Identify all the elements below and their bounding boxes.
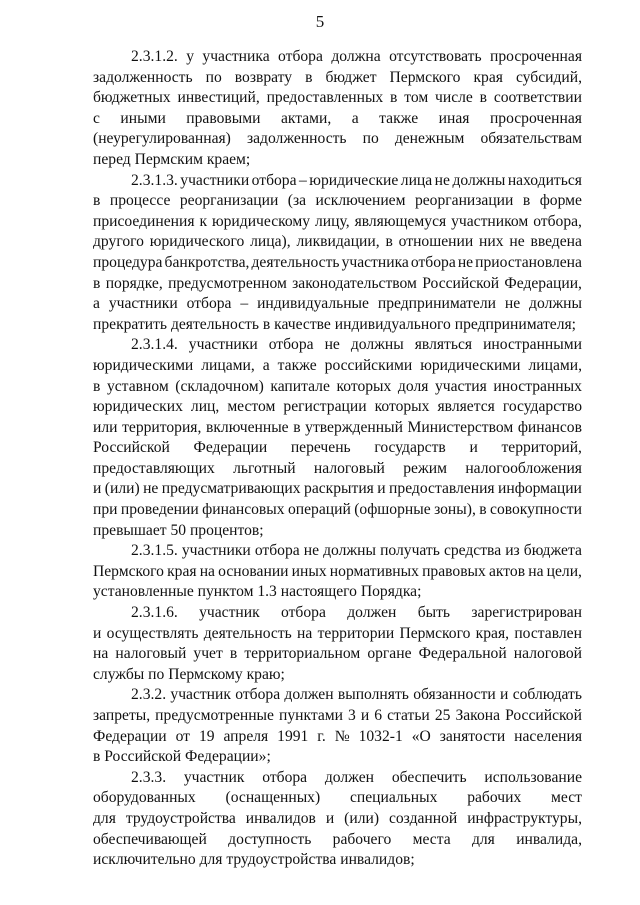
word: предоставленных <box>266 89 384 107</box>
word: на <box>199 562 215 580</box>
word: созданной <box>388 809 458 827</box>
word: лицами, <box>201 356 255 374</box>
word: отбора <box>268 336 314 354</box>
word: и <box>469 439 478 457</box>
word: участники <box>188 336 258 354</box>
word: 2.3.1.3. <box>131 171 178 189</box>
word: должен <box>284 686 334 704</box>
word: цели, <box>546 562 582 580</box>
text-line: прекратить деятельность в качестве индивидуального предпринимателя; <box>93 315 577 333</box>
word: иностранными <box>483 336 582 354</box>
paragraph-p-2-3-1-6 <box>93 603 582 685</box>
text-line <box>93 830 582 851</box>
text-line <box>93 232 582 253</box>
word: лицами, <box>528 356 582 374</box>
word: (офшорные <box>354 501 431 519</box>
word: (или) <box>104 480 140 498</box>
word: участника <box>341 253 409 271</box>
word: рабочего <box>332 830 392 848</box>
word: находиться <box>507 171 582 189</box>
word: 2.3.1.2. <box>131 48 178 65</box>
text-line <box>93 438 582 459</box>
word: регистрации <box>283 398 367 416</box>
text-line <box>93 541 582 562</box>
word: отбора, <box>533 212 582 230</box>
word: (складочном) <box>175 377 264 395</box>
word: доля <box>397 377 429 395</box>
word: которых <box>374 398 430 416</box>
word: места <box>412 830 451 848</box>
word: края <box>167 562 197 580</box>
word: актов <box>489 562 526 580</box>
word: задолженность <box>93 68 193 86</box>
word: утвержденный <box>305 418 403 436</box>
word: получать <box>380 542 440 560</box>
word: не <box>457 253 474 271</box>
word: отбора <box>262 768 308 786</box>
word: отбора <box>186 295 232 313</box>
word: – <box>299 171 307 189</box>
text-line <box>93 500 582 521</box>
word: участником <box>451 212 529 230</box>
word: лицу, <box>315 212 350 230</box>
word: и <box>93 480 102 498</box>
word: в <box>479 89 488 107</box>
word: Федерации <box>193 439 268 457</box>
word: 1991 <box>277 727 309 745</box>
word: а <box>351 109 359 127</box>
word: не <box>303 542 320 560</box>
word: должны <box>529 295 582 313</box>
word: участники <box>181 542 251 560</box>
word: предоставления <box>389 480 495 498</box>
word: занятости <box>439 727 506 745</box>
text-line <box>93 562 582 583</box>
word: налоговый <box>115 645 187 663</box>
word: процедура <box>93 253 163 271</box>
word: предусмотренные <box>155 707 274 724</box>
word: юридическими <box>420 356 521 374</box>
word: иная <box>438 109 470 127</box>
word: Федеральной <box>418 645 507 663</box>
word: или <box>93 418 118 436</box>
word: приостановлена <box>475 253 582 271</box>
text-line: перед Пермским краем; <box>93 150 251 168</box>
word: 25 <box>434 707 451 724</box>
word: 3 <box>348 707 356 724</box>
word: выполнять <box>337 686 409 704</box>
word: Пермского <box>93 562 164 580</box>
word: соответствии <box>493 89 582 107</box>
word: являться <box>414 336 473 354</box>
word: обеспечить <box>391 768 467 786</box>
word: государство <box>502 398 582 416</box>
word: правовых <box>422 562 486 580</box>
word: участника <box>202 48 270 65</box>
word: субсидий, <box>515 68 582 86</box>
word: также <box>277 356 317 374</box>
word: включенные <box>205 418 289 436</box>
word: лица <box>400 171 433 189</box>
word: присоединения <box>93 212 195 230</box>
word: (или) <box>344 809 380 827</box>
word: должен <box>347 604 397 622</box>
paragraph-p-2-3-3 <box>93 768 582 871</box>
word: населения <box>514 727 582 745</box>
word: и <box>360 707 370 724</box>
word: числе <box>435 89 473 107</box>
word: 6 <box>374 707 383 724</box>
word: 2.3.1.6. <box>131 604 178 622</box>
word: Российской <box>93 439 170 457</box>
word: края, <box>475 624 510 642</box>
text-line <box>93 47 582 68</box>
word: по <box>205 68 222 86</box>
word: не <box>504 295 521 313</box>
paragraph-p-2-3-2 <box>93 685 582 767</box>
paragraph-p-2-3-1-4 <box>93 335 582 541</box>
word: на <box>93 645 109 663</box>
word: органе <box>367 645 412 663</box>
word: оборудованных <box>93 789 196 807</box>
word: на <box>297 624 313 642</box>
word: финансовых <box>202 501 285 519</box>
word: для <box>93 809 116 827</box>
word: пунктами <box>278 707 343 724</box>
word: соблюдать <box>512 686 582 704</box>
text-line <box>93 88 582 109</box>
word: отношении <box>398 233 474 251</box>
word: не <box>509 233 525 251</box>
text-line: службы по Пермскому краю; <box>93 665 285 683</box>
text-line: превышает 50 процентов; <box>93 521 264 539</box>
word: – <box>240 295 249 313</box>
word: раскрытия <box>304 480 374 498</box>
text-line: установленные пунктом 1.3 настоящего Порядка; <box>93 583 422 601</box>
text-line <box>93 191 582 212</box>
word: зарегистрирован <box>471 604 582 622</box>
word: по <box>362 130 379 148</box>
word: совокупности <box>490 501 582 519</box>
text-line <box>93 253 582 274</box>
word: должна <box>331 48 381 65</box>
word: инвалида, <box>516 830 582 848</box>
word: юридические <box>309 171 399 189</box>
text-line <box>93 335 582 356</box>
word: статьи <box>387 707 430 724</box>
word: государств <box>374 439 446 457</box>
word: (неурегулированная) <box>93 130 231 148</box>
word: режим <box>403 459 447 477</box>
word: другого <box>93 233 144 251</box>
text-line <box>93 109 582 130</box>
word: с <box>93 109 100 127</box>
document-body <box>93 47 582 871</box>
text-line <box>93 294 582 315</box>
word: актами, <box>280 109 332 127</box>
word: банкротства, <box>164 253 250 271</box>
word: 2.3.3. <box>131 768 167 786</box>
word: участник <box>170 686 231 704</box>
word: обязательствам <box>480 130 582 148</box>
text-line <box>93 212 582 233</box>
text-line <box>93 727 582 748</box>
word: юридических <box>93 398 183 416</box>
word: учет <box>193 645 223 663</box>
word: не <box>434 171 450 189</box>
word: предприниматели <box>377 295 496 313</box>
word: участники <box>108 295 178 313</box>
word: осуществлять <box>106 624 199 642</box>
word: возврату <box>234 68 293 86</box>
word: трудоустройства <box>125 809 236 827</box>
text-line <box>93 624 582 645</box>
word: процессе <box>109 192 171 210</box>
word: при <box>93 501 118 519</box>
word: просроченная <box>489 109 582 127</box>
word: форме <box>539 192 582 210</box>
word: территориальном <box>244 645 361 663</box>
text-line: в Российской Федерации»; <box>93 748 271 766</box>
word: края <box>473 68 503 86</box>
word: специальных <box>349 789 438 807</box>
word: налогообложения <box>465 459 582 477</box>
text-line <box>93 377 582 398</box>
text-line <box>93 788 582 809</box>
word: нормативных <box>329 562 419 580</box>
word: отбора <box>254 542 300 560</box>
word: территорий, <box>501 439 582 457</box>
word: апреля <box>223 727 269 745</box>
text-line <box>93 603 582 624</box>
word: иностранных <box>493 377 582 395</box>
word: операций <box>287 501 351 519</box>
word: бюджет <box>325 68 377 86</box>
word: к <box>199 212 208 230</box>
word: юридического <box>149 233 245 251</box>
word: Федерации <box>93 727 167 745</box>
word: уставном <box>106 377 169 395</box>
word: юридическому <box>211 212 311 230</box>
word: 19 <box>198 727 215 745</box>
word: отбора <box>278 48 323 65</box>
text-line <box>93 397 582 418</box>
word: не <box>143 480 159 498</box>
word: реорганизации <box>414 192 514 210</box>
word: должен <box>324 768 375 786</box>
word: территории <box>317 624 395 642</box>
word: порядке, <box>105 274 163 292</box>
word: отбора <box>281 604 326 622</box>
word: быть <box>417 604 451 622</box>
word: должны <box>350 336 404 354</box>
text-line <box>93 171 582 192</box>
word: поставлен <box>514 624 582 642</box>
word: 1032-1 <box>358 727 403 745</box>
word: доступность <box>228 830 312 848</box>
word: лица), <box>250 233 291 251</box>
text-line <box>93 459 582 480</box>
word: Закона <box>455 707 501 724</box>
word: мест <box>551 789 582 807</box>
word: информации <box>498 480 582 498</box>
word: Пермского <box>389 68 461 86</box>
text-line <box>93 68 582 89</box>
word: в <box>385 233 393 251</box>
word: инфраструктуры, <box>467 809 582 827</box>
paragraph-p-2-3-1-3 <box>93 171 582 336</box>
word: денежным <box>394 130 465 148</box>
word: введена <box>530 233 582 251</box>
word: Министерством <box>407 418 514 436</box>
text-line <box>93 809 582 830</box>
word: должны <box>323 542 376 560</box>
word: и <box>93 624 102 642</box>
word: № <box>334 727 350 745</box>
word: которых <box>336 377 392 395</box>
word: территория, <box>122 418 202 436</box>
word: бюджета <box>523 542 582 560</box>
word: перечень <box>290 439 351 457</box>
word: запреты, <box>93 707 151 724</box>
word: являющемуся <box>354 212 447 230</box>
word: иных <box>291 562 327 580</box>
word: ликвидации, <box>296 233 380 251</box>
text-line <box>93 644 582 665</box>
word: деятельность <box>251 253 340 271</box>
word: местом <box>227 398 276 416</box>
word: предусматривающих <box>161 480 301 498</box>
word: предусмотренном <box>168 274 287 292</box>
word: а <box>262 356 270 374</box>
word: инвалидов <box>245 809 316 827</box>
word: в <box>390 89 398 107</box>
word: (оснащенных) <box>225 789 321 807</box>
page-number: 5 <box>315 12 325 31</box>
text-line <box>93 479 582 500</box>
text-line <box>93 685 582 706</box>
word: Пермского <box>399 624 471 642</box>
word: из <box>505 542 520 560</box>
word: «О <box>411 727 431 745</box>
word: предоставляющих <box>93 459 215 477</box>
word: 2.3.1.5. <box>131 542 178 560</box>
word: индивидуальные <box>257 295 369 313</box>
word: бюджетных <box>93 89 171 107</box>
word: средства <box>443 542 502 560</box>
word: проведении <box>120 501 199 519</box>
word: том <box>404 89 429 107</box>
word: является <box>437 398 495 416</box>
word: отбора <box>251 171 297 189</box>
word: в <box>229 645 238 663</box>
word: в <box>479 501 487 519</box>
word: капитале <box>270 377 330 395</box>
word: для <box>471 830 495 848</box>
word: участник <box>183 768 245 786</box>
word: зоны), <box>434 501 476 519</box>
word: в <box>93 192 101 210</box>
word: также <box>379 109 419 127</box>
word: у <box>186 48 194 65</box>
word: а <box>93 295 100 313</box>
text-line <box>93 274 582 295</box>
word: Российской <box>505 707 582 724</box>
word: в <box>522 192 531 210</box>
word: просроченная <box>490 48 582 65</box>
word: и <box>377 480 386 498</box>
word: российскими <box>324 356 413 374</box>
word: налоговой <box>513 645 582 663</box>
word: (за <box>287 192 307 210</box>
word: иными <box>120 109 166 127</box>
word: правовыми <box>186 109 261 127</box>
word: отсутствовать <box>389 48 482 65</box>
text-line: исключительно для трудоустройства инвалидов; <box>93 851 415 869</box>
paragraph-p-2-3-1-2 <box>93 47 582 171</box>
word: обеспечивающей <box>93 830 207 848</box>
word: отбора <box>410 253 456 271</box>
word: Федерации, <box>504 274 582 292</box>
word: в <box>93 274 101 292</box>
word: участники <box>180 171 250 189</box>
word: финансов <box>517 418 582 436</box>
word: не <box>324 336 340 354</box>
word: 2.3.2. <box>131 686 167 704</box>
word: задолженность <box>246 130 347 148</box>
word: и <box>325 809 335 827</box>
word: юридическими <box>93 356 194 374</box>
word: рабочих <box>467 789 522 807</box>
word: участия <box>435 377 487 395</box>
word: льготный <box>233 459 296 477</box>
word: от <box>175 727 190 745</box>
word: них <box>479 233 504 251</box>
word: обязанности <box>413 686 496 704</box>
text-line <box>93 129 582 150</box>
word: и <box>500 686 509 704</box>
word: основании <box>218 562 289 580</box>
word: лиц, <box>190 398 220 416</box>
word: на <box>528 562 544 580</box>
word: г. <box>317 727 326 745</box>
word: в <box>305 68 313 86</box>
word: деятельность <box>203 624 292 642</box>
word: в <box>93 377 101 395</box>
text-line <box>93 706 582 727</box>
word: инвестиций, <box>177 89 260 107</box>
word: в <box>293 418 301 436</box>
text-line <box>93 768 582 789</box>
word: участник <box>199 604 260 622</box>
text-line <box>93 418 582 439</box>
word: Российской <box>422 274 500 292</box>
word: налоговый <box>313 459 385 477</box>
word: исключением <box>315 192 406 210</box>
word: 2.3.1.4. <box>131 336 178 354</box>
word: реорганизации <box>179 192 279 210</box>
word: должны <box>452 171 506 189</box>
word: отбора <box>235 686 281 704</box>
word: законодательством <box>292 274 417 292</box>
text-line <box>93 356 582 377</box>
paragraph-p-2-3-1-5 <box>93 541 582 603</box>
word: использование <box>484 768 582 786</box>
